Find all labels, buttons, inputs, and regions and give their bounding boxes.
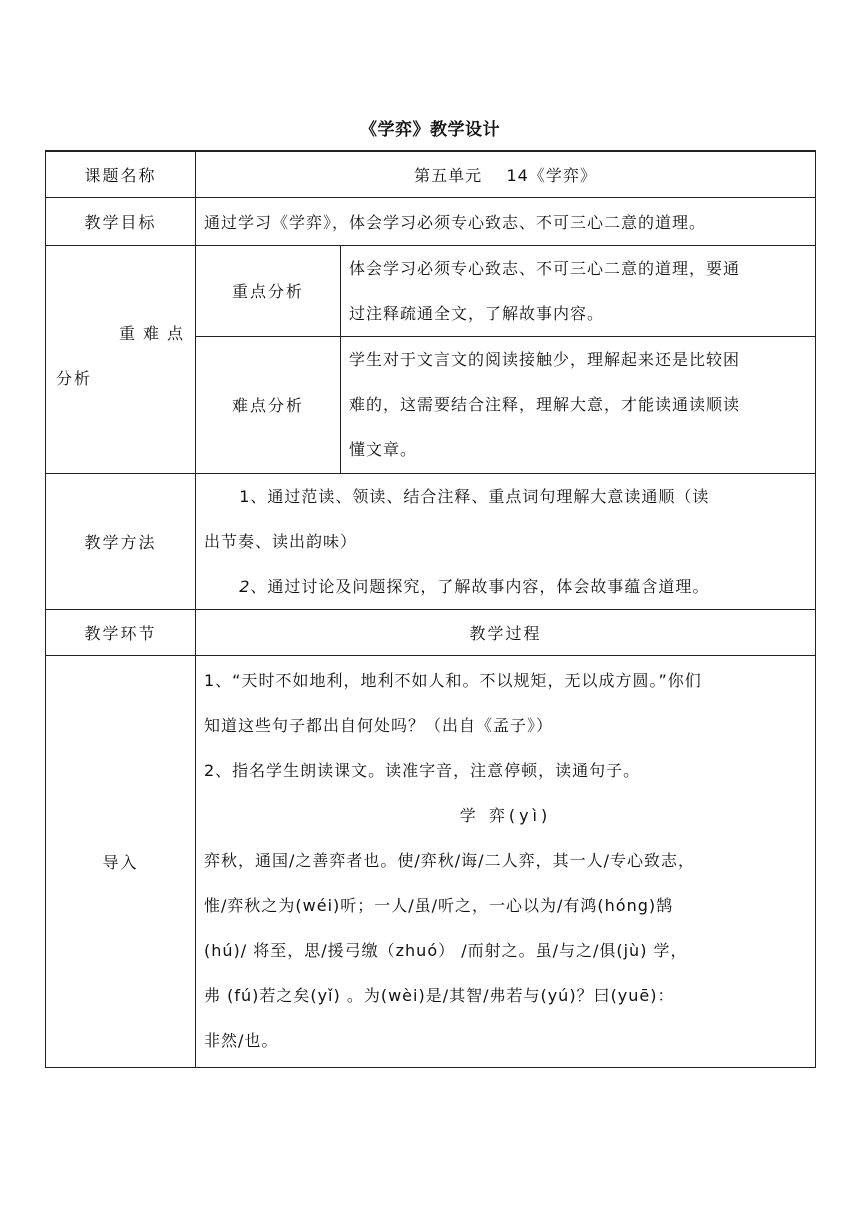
intro-line: 2、指名学生朗读课文。读准字音，注意停顿，读通句子。 [204, 760, 641, 780]
poem-line: 惟/弈秋之为(wéi)听；一人/虽/听之，一心以为/有鸿(hóng)鹄 [204, 895, 674, 915]
poem-line: 非然/也。 [204, 1030, 279, 1050]
hard-analysis-text [341, 336, 816, 473]
goal-label: 教学目标 [46, 197, 196, 245]
hard-analysis-line: 懂文章。 [349, 440, 418, 460]
topic-label: 课题名称 [46, 151, 196, 197]
analysis-label-line2: 分析 [56, 368, 93, 388]
method-line3-text: 、通过讨论及问题探究，了解故事内容，体会故事蕴含道理。 [250, 576, 710, 596]
row-key-analysis [46, 245, 816, 336]
key-analysis-text [341, 245, 816, 336]
analysis-label [46, 245, 196, 473]
key-analysis-line: 过注释疏通全文，了解故事内容。 [349, 303, 605, 323]
analysis-label-line1: 重难点 [119, 323, 192, 343]
intro-line: 1、“天时不如地利，地利不如人和。不以规矩，无以成方圆。”你们 [204, 670, 702, 690]
row-topic [46, 151, 816, 197]
hard-analysis-line: 学生对于文言文的阅读接触少，理解起来还是比较困 [349, 350, 741, 370]
method-line: 出节奏、读出韵味） [204, 531, 358, 551]
method-label: 教学方法 [46, 473, 196, 609]
method-line: 1、通过范读、领读、结合注释、重点词句理解大意读通顺（读 [239, 486, 710, 506]
intro-text [196, 655, 816, 1067]
document-title: 《学弈》教学设计 [360, 120, 500, 140]
method-text [196, 473, 816, 609]
lesson-plan-table [45, 150, 816, 1068]
row-header [46, 609, 816, 655]
key-analysis-line: 体会学习必须专心致志、不可三心二意的道理，要通 [349, 258, 741, 278]
hard-analysis-label: 难点分析 [196, 336, 341, 473]
poem-title: 学 弈(yì) [459, 805, 552, 825]
process-header: 教学过程 [196, 609, 816, 655]
goal-value: 通过学习《学弈》，体会学习必须专心致志、不可三心二意的道理。 [196, 197, 816, 245]
intro-label: 导入 [46, 655, 196, 1067]
poem-line: 弗 (fú)若之矣(yǐ) 。为(wèi)是/其智/弗若与(yú)？曰(yuē)： [204, 985, 675, 1005]
topic-value: 第五单元 14《学弈》 [196, 151, 816, 197]
key-analysis-label: 重点分析 [196, 245, 341, 336]
row-intro [46, 655, 816, 1067]
hard-analysis-line: 难的，这需要结合注释，理解大意，才能读通读顺读 [349, 395, 741, 415]
stage-header: 教学环节 [46, 609, 196, 655]
poem-line: 弈秋，通国/之善弈者也。使/弈秋/诲/二人弈，其一人/专心致志， [204, 850, 695, 870]
method-line [204, 564, 807, 609]
intro-line: 知道这些句子都出自何处吗？（出自《孟子》） [204, 715, 554, 735]
method-line3-number: 2 [239, 576, 251, 596]
row-method [46, 473, 816, 609]
poem-line: (hú)/ 将至，思/援弓缴（zhuó） /而射之。虽/与之/俱(jù) 学， [204, 940, 688, 960]
row-goal [46, 197, 816, 245]
